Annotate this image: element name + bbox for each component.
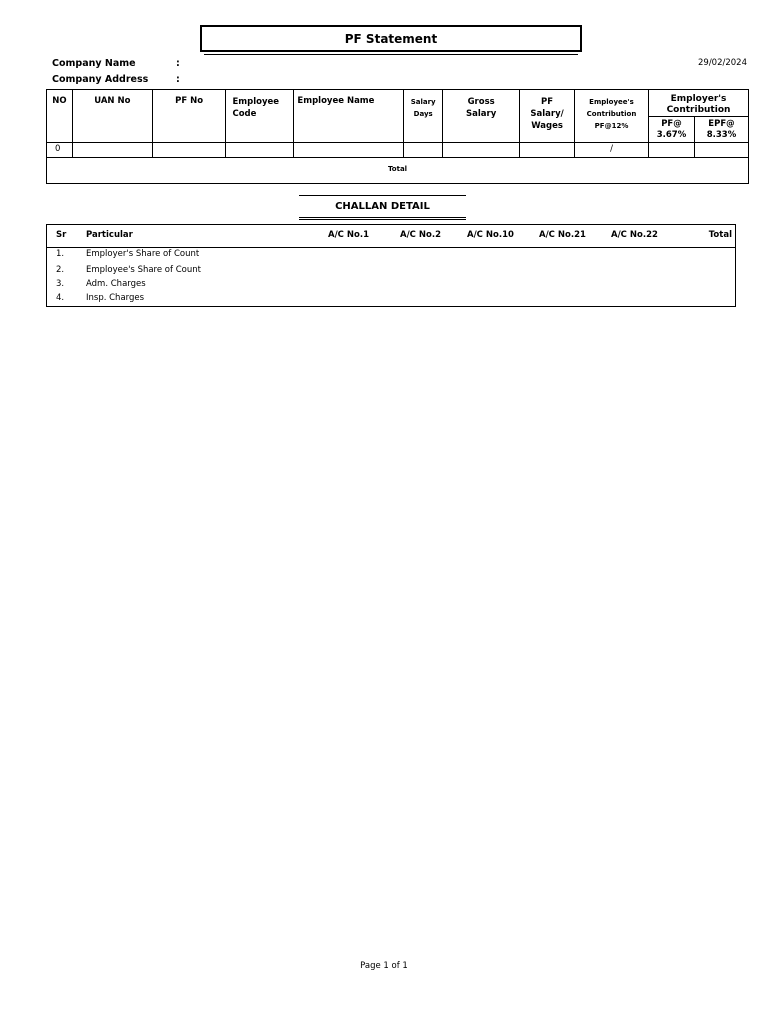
challan-row-4-sr: 4. xyxy=(56,293,65,303)
challan-row-2-sr: 2. xyxy=(56,265,65,275)
challan-row-3-particular: Adm. Charges xyxy=(86,279,146,289)
challan-title: CHALLAN DETAIL xyxy=(299,195,466,220)
header-pf-367: PF@ 3.67% xyxy=(648,117,694,143)
header-salary-days: Salary Days xyxy=(404,90,443,143)
header-employee-code: Employee Code xyxy=(226,90,294,143)
challan-row-3-sr: 3. xyxy=(56,279,65,289)
row-employee-contribution: / xyxy=(575,143,649,158)
challan-header xyxy=(47,225,735,248)
challan-row-1-sr: 1. xyxy=(56,249,65,259)
challan-row-4-particular: Insp. Charges xyxy=(86,293,145,303)
challan-header-ac1: A/C No.1 xyxy=(328,230,369,240)
table-row xyxy=(47,143,749,158)
company-name-colon: : xyxy=(176,58,180,69)
challan-row-2-particular: Employee's Share of Count xyxy=(86,265,201,275)
challan-header-ac21: A/C No.21 xyxy=(539,230,586,240)
header-pf-no: PF No xyxy=(152,90,226,143)
company-name-label: Company Name xyxy=(52,58,136,69)
company-address-colon: : xyxy=(176,74,180,85)
challan-header-particular: Particular xyxy=(86,230,133,240)
statement-date: 29/02/2024 xyxy=(698,58,747,68)
header-uan: UAN No xyxy=(72,90,152,143)
challan-header-ac10: A/C No.10 xyxy=(467,230,514,240)
challan-header-ac22: A/C No.22 xyxy=(611,230,658,240)
header-epf-833: EPF@ 8.33% xyxy=(694,117,748,143)
page-footer: Page 1 of 1 xyxy=(360,961,408,971)
pf-table xyxy=(46,89,749,184)
challan-row-1-particular: Employer's Share of Count xyxy=(86,249,200,259)
statement-title: PF Statement xyxy=(200,25,582,52)
challan-header-ac2: A/C No.2 xyxy=(400,230,441,240)
header-employee-contribution: Employee's Contribution PF@12% xyxy=(575,90,649,143)
header-employee-name: Employee Name xyxy=(294,90,404,143)
challan-header-sr: Sr xyxy=(56,230,67,240)
challan-header-total: Total xyxy=(708,230,732,240)
total-label: Total xyxy=(47,158,749,184)
challan-table xyxy=(46,224,736,307)
header-gross-salary: Gross Salary xyxy=(443,90,520,143)
row-no: 0 xyxy=(47,143,73,158)
header-employer-contribution: Employer's Contribution xyxy=(648,90,748,117)
header-pf-salary: PF Salary/ Wages xyxy=(520,90,575,143)
header-no: NO xyxy=(47,90,73,143)
company-address-label: Company Address xyxy=(52,74,149,85)
